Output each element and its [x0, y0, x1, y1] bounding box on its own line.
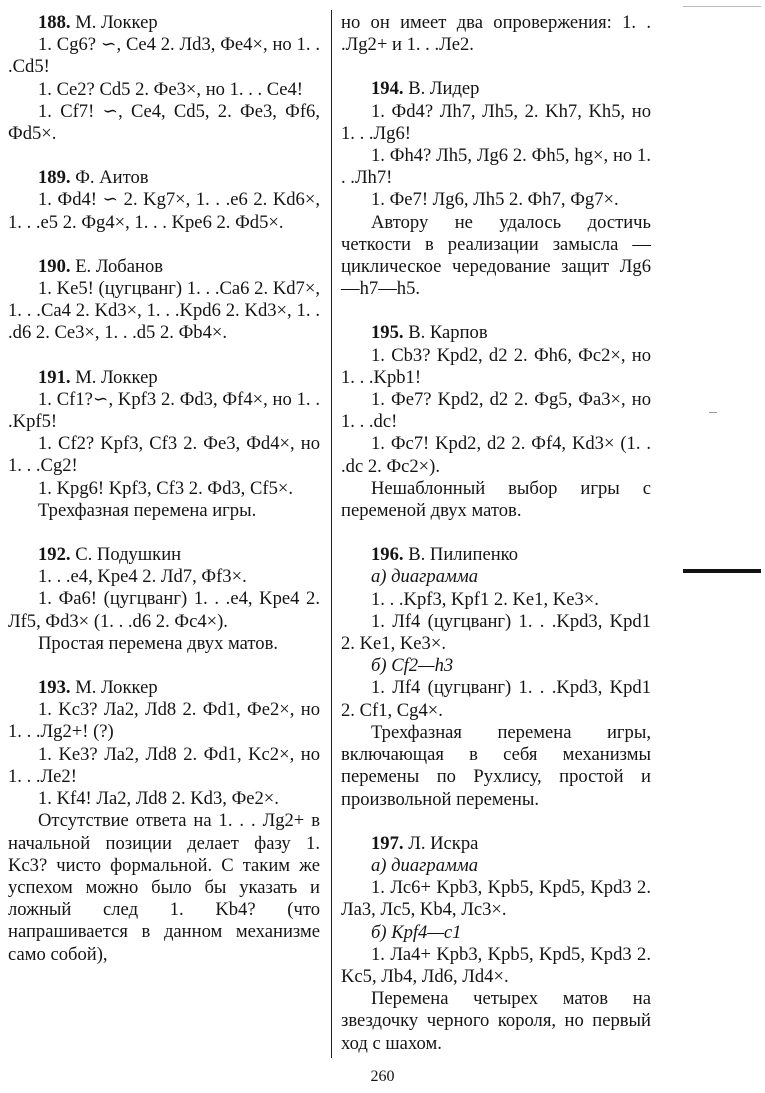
problem-author: В. Карпов	[408, 322, 488, 344]
variation-label: б) Kpf4—c1	[371, 921, 462, 943]
problem-number: 193.	[38, 677, 71, 699]
problem-number: 190.	[38, 255, 71, 277]
problem-entry	[8, 256, 320, 345]
solution-text: 1. Cf7! ∽, Ce4, Cd5, 2. Фe3, Фf6, Фd5×.	[8, 100, 320, 145]
variation-label: б) Cf2—h3	[371, 655, 454, 677]
problem-author: С. Подушкин	[75, 544, 182, 566]
solution-text: Нешаблонный выбор игры с переменой двух матов.	[341, 477, 651, 522]
problem-entry	[8, 677, 320, 966]
variation-label: а) диаграмма	[371, 566, 479, 588]
continuation-text: но он имеет два опровержения: 1. . .Лg2+ и 1. . .Лe2.	[341, 12, 651, 56]
problem-heading	[8, 256, 320, 278]
solution-text: Трехфазная перемена игры, включающая в себя механизмы перемены по Рухлису, простой и произвольной перемены.	[341, 721, 651, 810]
problem-author: В. Пилипенко	[408, 544, 519, 566]
problem-entry	[341, 833, 651, 1055]
solution-text: Перемена четырех матов на звездочку черного короля, но первый ход с шахом.	[341, 988, 651, 1054]
problem-entry	[8, 167, 320, 234]
problem-heading	[8, 167, 320, 189]
problem-number: 196.	[371, 544, 404, 566]
column-divider	[331, 10, 332, 1058]
solution-text: 1. Лf4 (цугцванг) 1. . .Kpd3, Kpd1 2. Cf1, Cg4×.	[341, 677, 651, 721]
solution-text: Автору не удалось достичь четкости в реализации замысла — циклическое чередование защит Лg6—h7—h5.	[341, 211, 651, 300]
solution-text: Отсутствие ответа на 1. . . Лg2+ в начальной позиции делает фазу 1. Kc3? чисто формальной. С таким же успехом можно было бы указать и ложный след 1. Kb4? (что напрашивается в данном механизме само собой),	[8, 810, 320, 965]
problem-number: 188.	[38, 12, 71, 33]
problem-heading	[8, 544, 320, 566]
problem-heading	[341, 833, 651, 855]
problem-author: В. Лидер	[408, 78, 480, 100]
problem-heading	[341, 78, 651, 100]
problem-heading	[341, 544, 651, 566]
problem-author: М. Локкер	[75, 366, 158, 388]
problem-number: 191.	[38, 366, 71, 388]
solution-text: 1. Фe7! Лg6, Лh5 2. Фh7, Фg7×.	[371, 189, 619, 211]
solution-text: 1. Фa6! (цугцванг) 1. . .e4, Kpe4 2. Лf5, Фd3× (1. . .d6 2. Фc4×).	[8, 588, 320, 632]
problem-number: 195.	[371, 322, 404, 344]
solution-text: 1. Фe7? Kpd2, d2 2. Фg5, Фa3×, но 1. . .dc!	[341, 389, 651, 433]
problem-heading	[8, 12, 320, 34]
solution-text: 1. Kpg6! Kpf3, Cf3 2. Фd3, Cf5×.	[38, 477, 294, 499]
problem-number: 192.	[38, 544, 71, 566]
solution-text: 1. Лa4+ Kpb3, Kpb5, Kpd5, Kpd3 2. Kc5, Лb4, Лd6, Лd4×.	[341, 943, 651, 987]
solution-text: 1. Лf4 (цугцванг) 1. . .Kpd3, Kpd1 2. Ke1, Ke3×.	[341, 610, 651, 655]
solution-text: 1. Cf1?∽, Kpf3 2. Фd3, Фf4×, но 1. . .Kpf5!	[8, 388, 320, 433]
solution-text: 1. Лc6+ Kpb3, Kpb5, Kpd5, Kpd3 2. Лa3, Лc5, Kb4, Лc3×.	[341, 877, 651, 921]
solution-text: Трехфазная перемена игры.	[38, 499, 257, 521]
problem-number: 189.	[38, 167, 71, 189]
problem-heading	[8, 677, 320, 699]
solution-text: 1. Cb3? Kpd2, d2 2. Фh6, Фc2×, но 1. . .Kpb1!	[341, 344, 651, 388]
left-column	[8, 12, 320, 966]
problem-number: 197.	[371, 832, 404, 854]
solution-text: 1. Cf2? Kpf3, Cf3 2. Фe3, Фd4×, но 1. . .Cg2!	[8, 433, 320, 477]
problem-number: 194.	[371, 78, 404, 100]
edge-mark-top	[683, 6, 761, 7]
problem-entry	[341, 322, 651, 522]
variation-label: а) диаграмма	[371, 854, 479, 876]
solution-text: 1. Фh4? Лh5, Лg6 2. Фh5, hg×, но 1. . .Лh7!	[341, 145, 651, 189]
problem-heading	[8, 367, 320, 389]
problem-author: Л. Искра	[408, 832, 479, 854]
problem-entry	[8, 544, 320, 655]
edge-mark-small	[709, 412, 717, 413]
problem-entry	[341, 78, 651, 300]
page-number: 260	[370, 1068, 395, 1085]
solution-text: 1. Kc3? Лa2, Лd8 2. Фd1, Фe2×, но 1. . .Лg2+! (?)	[8, 699, 320, 743]
problem-author: Ф. Аитов	[75, 167, 149, 189]
problem-entry	[8, 12, 320, 145]
solution-text: 1. Kf4! Лa2, Лd8 2. Kd3, Фe2×.	[38, 788, 279, 810]
solution-text: 1. Фd4? Лh7, Лh5, 2. Kh7, Kh5, но 1. . .Лg6!	[341, 100, 651, 144]
solution-text: 1. . .e4, Kpe4 2. Лd7, Фf3×.	[38, 566, 247, 588]
solution-text: 1. Ke3? Лa2, Лd8 2. Фd1, Kc2×, но 1. . .Лe2!	[8, 743, 320, 787]
problem-author: М. Локкер	[75, 677, 158, 699]
solution-text: 1. . .Kpf3, Kpf1 2. Ke1, Ke3×.	[371, 588, 599, 610]
problem-entry	[8, 367, 320, 522]
problem-entry	[341, 544, 651, 810]
problem-author: Е. Лобанов	[75, 255, 164, 277]
solution-text: 1. Cg6? ∽, Ce4 2. Лd3, Фe4×, но 1. . .Cd5!	[8, 34, 320, 78]
solution-text: 1. Ce2? Cd5 2. Фe3×, но 1. . . Ce4!	[38, 78, 303, 100]
solution-text: 1. Фc7! Kpd2, d2 2. Фf4, Kd3× (1. . .dc 2. Фc2×).	[341, 433, 651, 477]
problem-author: М. Локкер	[75, 12, 158, 33]
right-column	[341, 12, 651, 1055]
solution-text: 1. Ke5! (цугцванг) 1. . .Ca6 2. Kd7×, 1. . .Ca4 2. Kd3×, 1. . .Kpd6 2. Kd3×, 1. . .d6 2. Ce3×, 1. . .d5 2. Фb4×.	[8, 278, 320, 344]
solution-text: Простая перемена двух матов.	[38, 632, 279, 654]
edge-mark-thick	[683, 569, 761, 573]
problem-heading	[341, 322, 651, 344]
solution-text: 1. Фd4! ∽ 2. Kg7×, 1. . .e6 2. Kd6×, 1. . .e5 2. Фg4×, 1. . . Kpe6 2. Фd5×.	[8, 189, 320, 233]
